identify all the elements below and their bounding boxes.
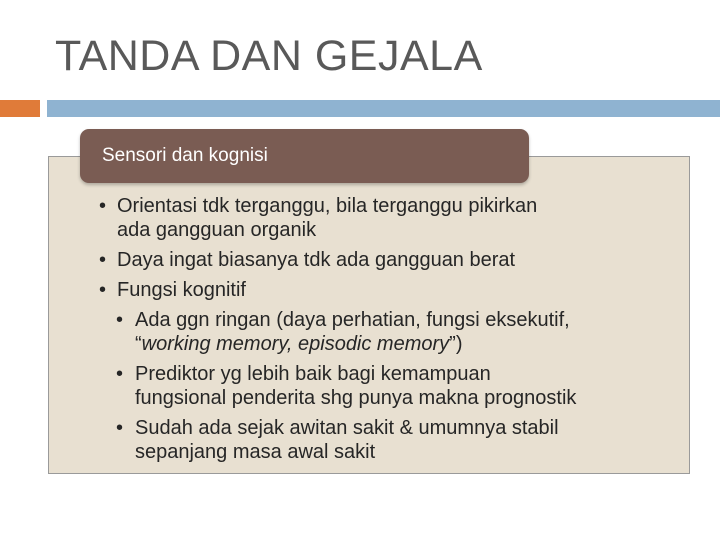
slide-title: TANDA DAN GEJALA bbox=[55, 32, 483, 80]
sub-bullet-dot-icon: • bbox=[116, 309, 124, 331]
sub-bullet-ggn-ringan-line2: “working memory, episodic memory”) bbox=[135, 333, 463, 355]
sub-bullet-dot-icon: • bbox=[116, 417, 124, 439]
sub-bullet-awitan-line2: sepanjang masa awal sakit bbox=[135, 441, 376, 463]
section-heading-tab bbox=[80, 129, 529, 183]
bullet-orientasi-line1: Orientasi tdk terganggu, bila terganggu pikirkan bbox=[117, 195, 538, 217]
bullet-dot-icon: • bbox=[99, 279, 107, 301]
sub-bullet-prediktor-line1: Prediktor yg lebih baik bagi kemampuan bbox=[135, 363, 491, 385]
sub-bullet-ggn-ringan-line1: Ada ggn ringan (daya perhatian, fungsi eksekutif, bbox=[135, 309, 570, 331]
title-rule bbox=[47, 100, 720, 117]
sub-bullet-prediktor-line2: fungsional penderita shg punya makna prognostik bbox=[135, 387, 577, 409]
sub-bullet-dot-icon: • bbox=[116, 363, 124, 385]
title-accent-bar bbox=[0, 100, 40, 117]
bullet-orientasi-line2: ada gangguan organik bbox=[117, 219, 317, 241]
sub-bullet-awitan-line1: Sudah ada sejak awitan sakit & umumnya stabil bbox=[135, 417, 559, 439]
bullet-dot-icon: • bbox=[99, 195, 107, 217]
bullet-daya-ingat: Daya ingat biasanya tdk ada gangguan berat bbox=[117, 249, 516, 271]
section-heading: Sensori dan kognisi bbox=[102, 145, 268, 166]
bullet-fungsi-kognitif: Fungsi kognitif bbox=[117, 279, 246, 301]
bullet-dot-icon: • bbox=[99, 249, 107, 271]
